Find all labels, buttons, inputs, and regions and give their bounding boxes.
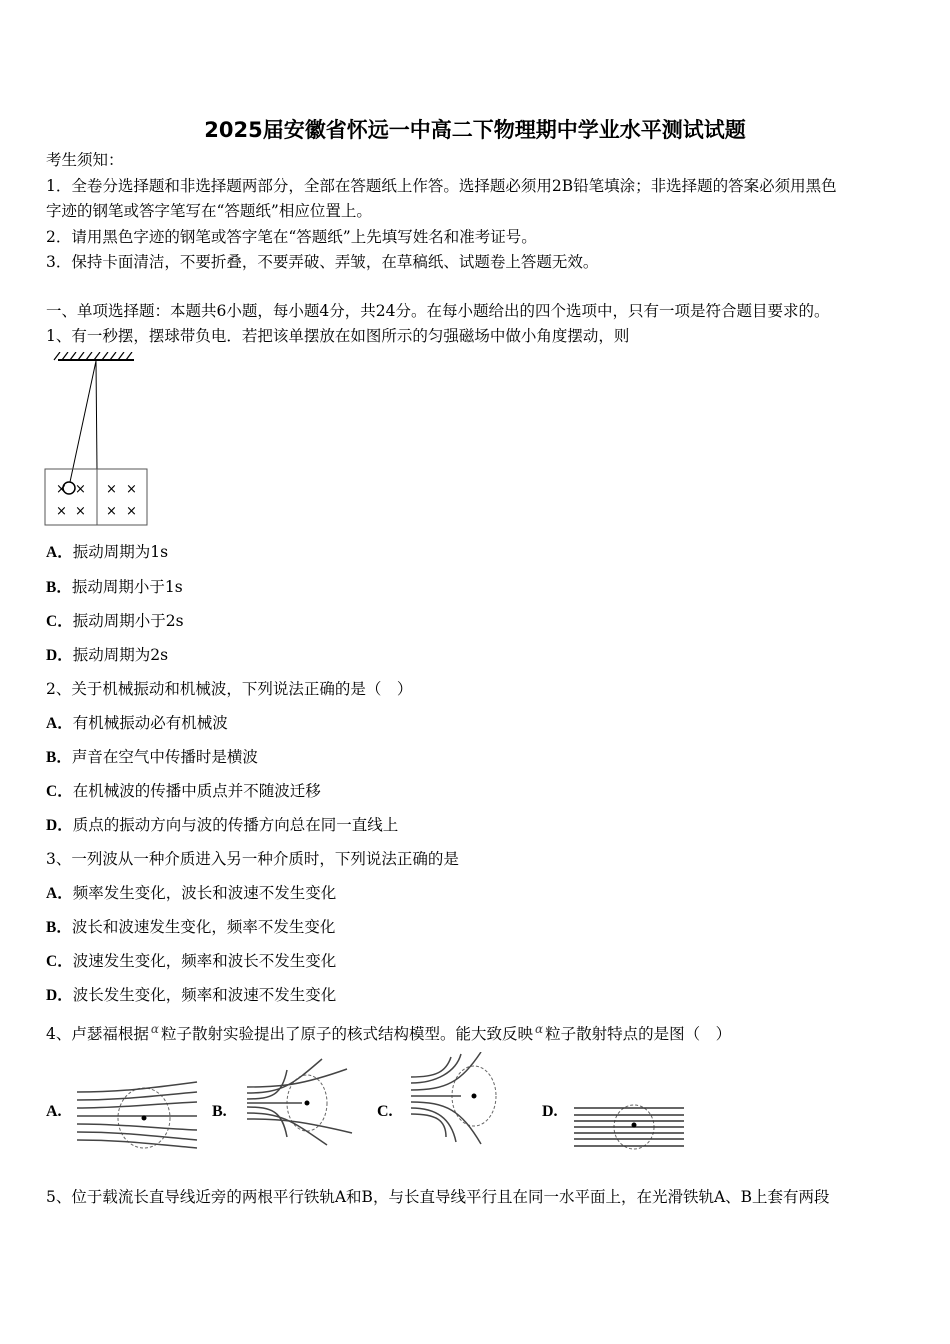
figure-label-b[interactable]: B. — [212, 1103, 227, 1120]
notice-heading: 考生须知： — [46, 151, 124, 169]
option[interactable]: C．波速发生变化，频率和波长不发生变化 — [46, 952, 337, 970]
svg-text:×: × — [126, 504, 137, 519]
figure-label-d[interactable]: D. — [542, 1103, 558, 1120]
notice-line: 2．请用黑色字迹的钢笔或答字笔在“答题纸”上先填写姓名和准考证号。 — [46, 228, 537, 246]
figure-label-a[interactable]: A. — [46, 1103, 62, 1120]
option[interactable]: B．声音在空气中传播时是横波 — [46, 748, 258, 766]
figure-label-c[interactable]: C. — [377, 1103, 393, 1120]
option[interactable]: A．振动周期为1s — [46, 543, 169, 561]
option[interactable]: C．在机械波的传播中质点并不随波迁移 — [46, 782, 321, 800]
option[interactable]: C．振动周期小于2s — [46, 612, 184, 630]
option[interactable]: B．波长和波速发生变化，频率不发生变化 — [46, 918, 336, 936]
option[interactable]: A．频率发生变化，波长和波速不发生变化 — [46, 884, 337, 902]
svg-text:×: × — [75, 482, 86, 497]
option[interactable]: D．波长发生变化，频率和波速不发生变化 — [46, 986, 337, 1004]
svg-text:×: × — [126, 482, 137, 497]
scattering-figure-a — [72, 1080, 202, 1150]
option[interactable]: B．振动周期小于1s — [46, 578, 183, 596]
question-4-stem: 4、卢瑟福根据 $^\alpha$ 粒子散射实验提出了原子的核式结构模型。能大致反映 $^\alpha$ 粒子散射特点的是图（ ） — [46, 1022, 732, 1043]
svg-text:×: × — [56, 504, 67, 519]
svg-text:×: × — [56, 482, 67, 497]
svg-text:×: × — [106, 482, 117, 497]
question-1-stem: 1、有一秒摆，摆球带负电．若把该单摆放在如图所示的匀强磁场中做小角度摆动，则 — [46, 327, 630, 345]
scattering-figure-c — [406, 1052, 506, 1150]
option[interactable]: D．振动周期为2s — [46, 646, 169, 664]
page-title: 2025届安徽省怀远一中高二下物理期中学业水平测试试题 — [204, 118, 746, 142]
option[interactable]: D．质点的振动方向与波的传播方向总在同一直线上 — [46, 816, 399, 834]
question-2-stem: 2、关于机械振动和机械波，下列说法正确的是（ ） — [46, 680, 413, 698]
question-3-stem: 3、一列波从一种介质进入另一种介质时，下列说法正确的是 — [46, 850, 459, 868]
notice-line: 字迹的钢笔或答字笔写在“答题纸”相应位置上。 — [46, 202, 372, 220]
svg-text:×: × — [106, 504, 117, 519]
section-heading: 一、单项选择题：本题共6小题，每小题4分，共24分。在每小题给出的四个选项中，只有一项是符合题目要求的。 — [46, 302, 830, 320]
notice-line: 1．全卷分选择题和非选择题两部分，全部在答题纸上作答。选择题必须用2B铅笔填涂；非选择题的答案必须用黑色 — [46, 177, 837, 195]
scattering-figure-b — [242, 1055, 362, 1150]
scattering-figure-d — [572, 1103, 688, 1153]
svg-text:×: × — [75, 504, 86, 519]
question-5-stem: 5、位于载流长直导线近旁的两根平行铁轨A和B，与长直导线平行且在同一水平面上，在光滑铁轨A、B上套有两段 — [46, 1188, 830, 1206]
option[interactable]: A．有机械振动必有机械波 — [46, 714, 228, 732]
pendulum-magnetic-field-figure — [44, 352, 150, 528]
notice-line: 3．保持卡面清洁，不要折叠，不要弄破、弄皱，在草稿纸、试题卷上答题无效。 — [46, 253, 599, 271]
